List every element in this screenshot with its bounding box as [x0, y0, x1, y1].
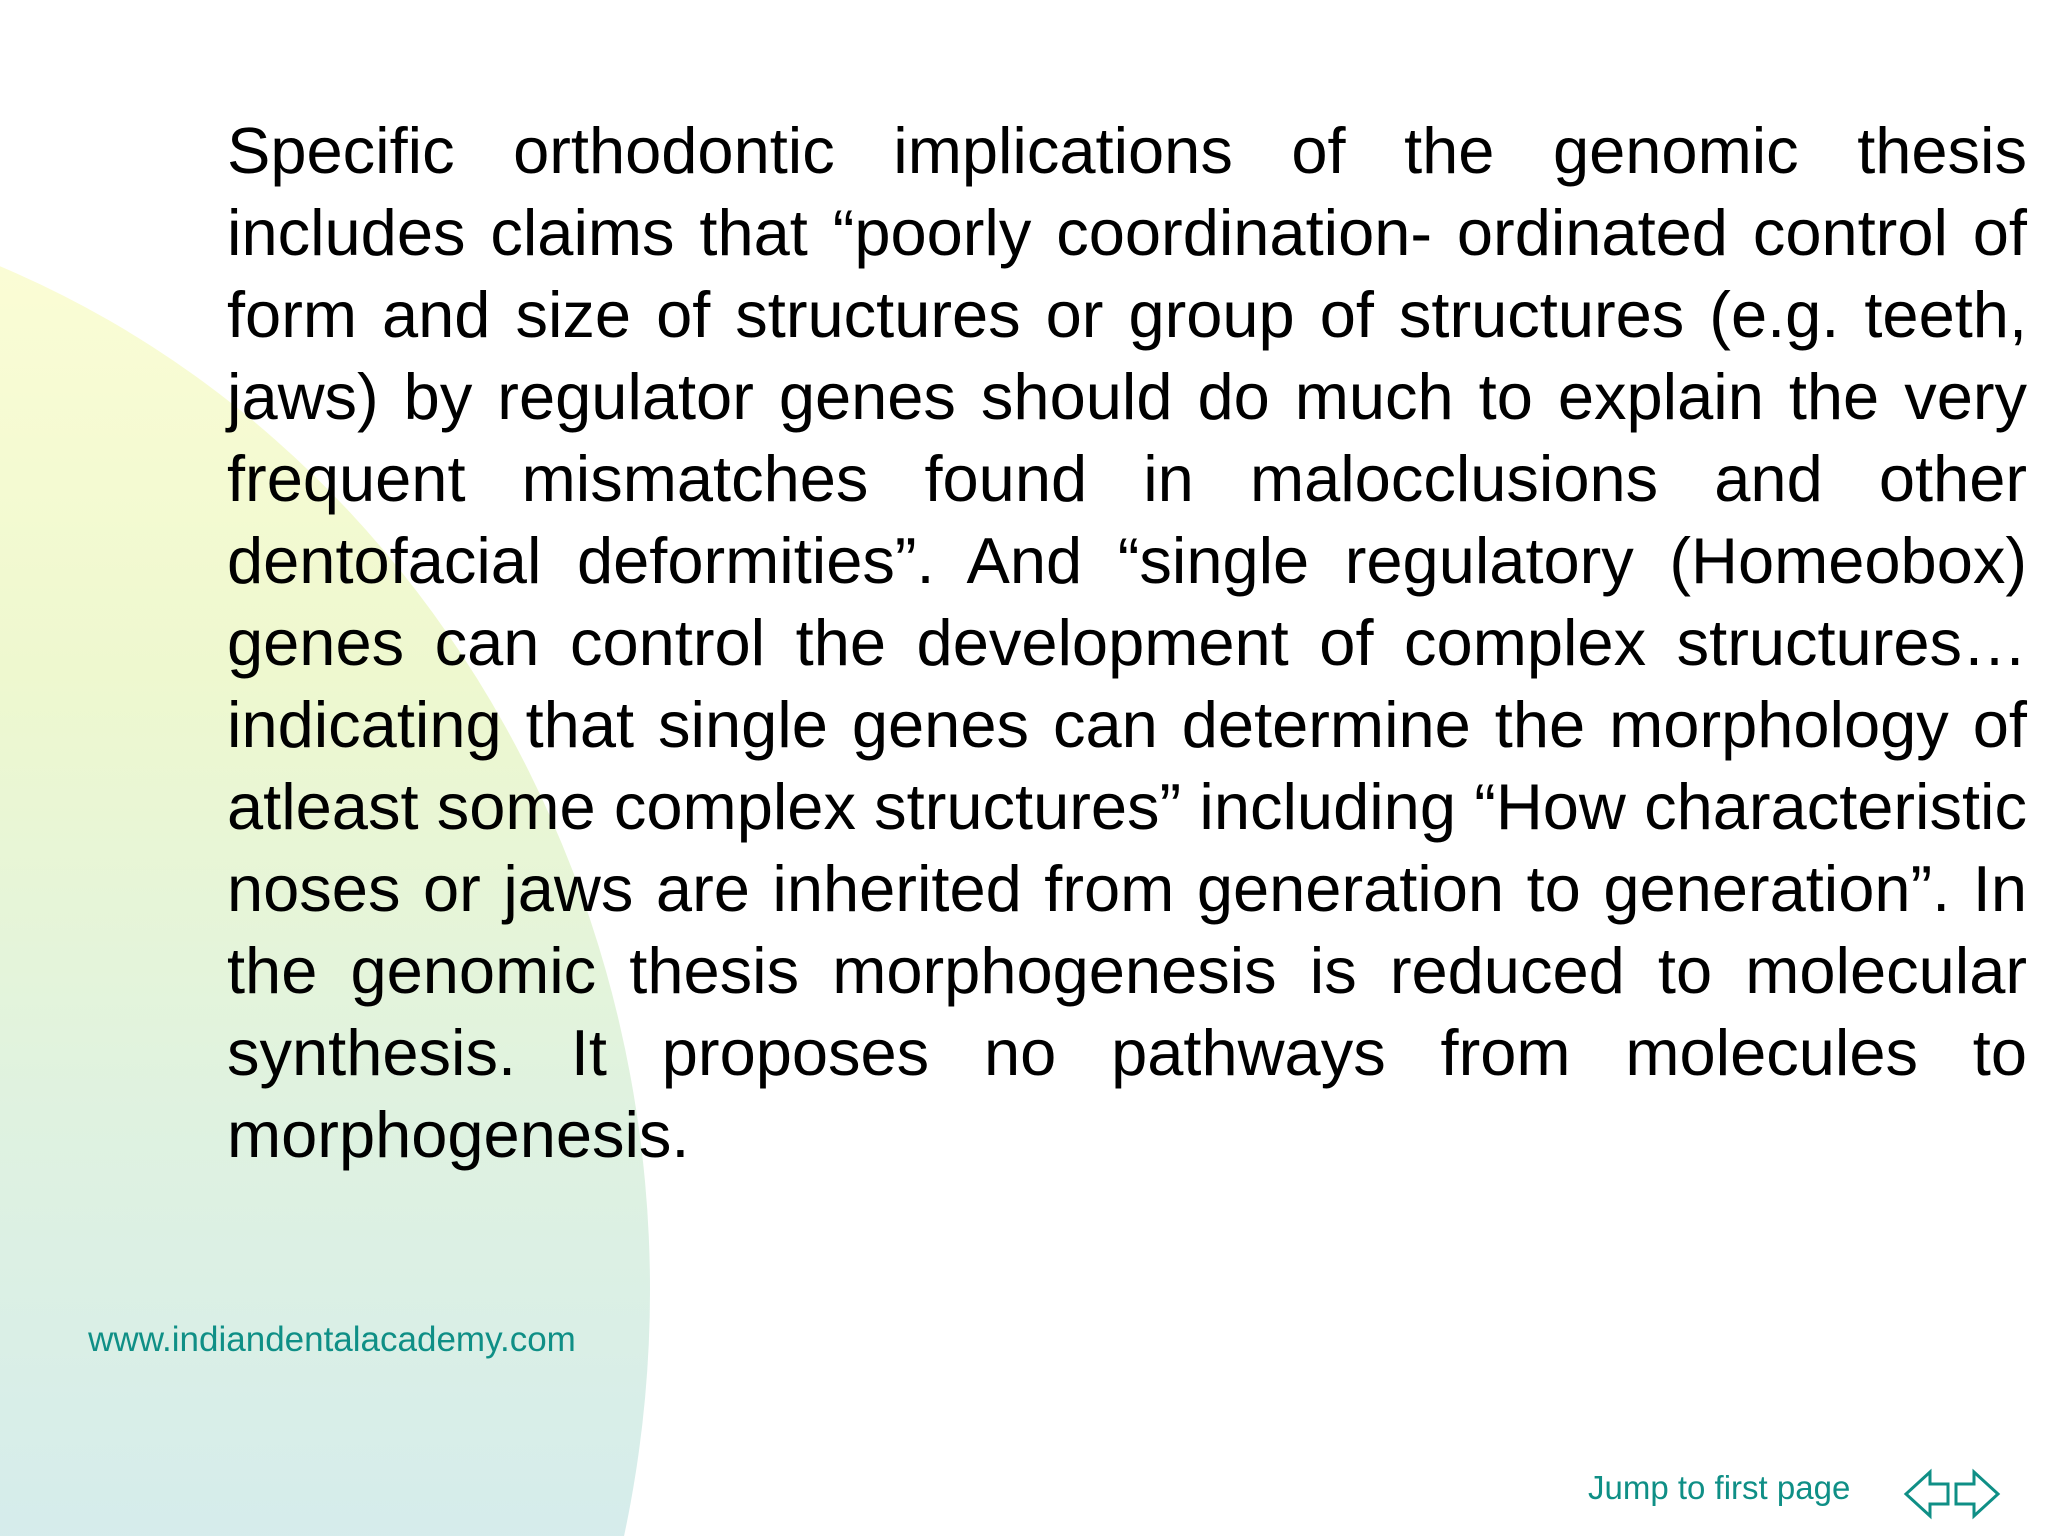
- website-link[interactable]: www.indiandentalacademy.com: [88, 1320, 576, 1359]
- left-right-arrows-icon[interactable]: [1902, 1464, 2002, 1524]
- slide-body-text: Specific orthodontic implications of the genomic thesis includes claims that “poorly coordination- ordinated control of form and size of structures or group of structures (e.g. teeth, jaws) by regulator genes should do much to explain the very frequent mismatches found in malocclusions and other dentofacial deformities”. And “single regulatory (Homeobox) genes can control the development of complex structures… indicating that single genes can determine the morphology of atleast some complex structures” including “How characteristic noses or jaws are inherited from generation to generation”. In the genomic thesis morphogenesis is reduced to molecular synthesis. It proposes no pathways from molecules to morphogenesis.: [227, 114, 2027, 1171]
- jump-to-first-page-link[interactable]: Jump to first page: [1588, 1469, 1851, 1506]
